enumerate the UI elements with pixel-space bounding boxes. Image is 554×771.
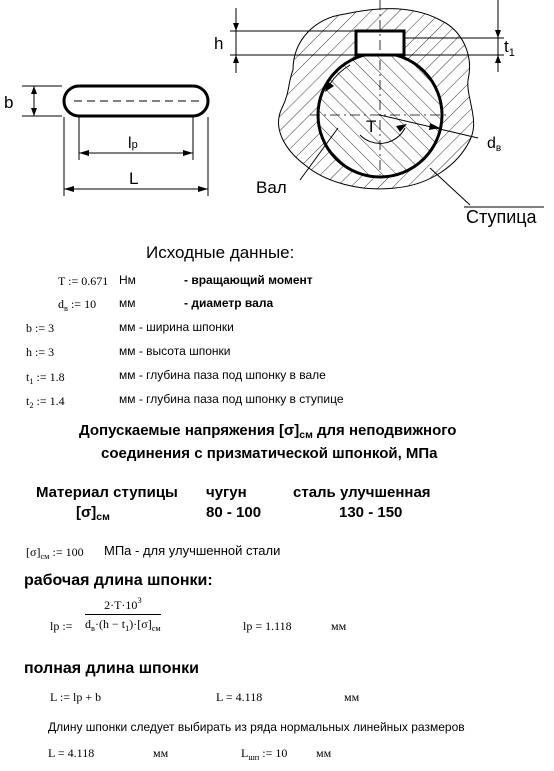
unit-t1: мм - глубина паза под шпонку в вале [119, 368, 326, 382]
label-dv: dв [487, 135, 502, 154]
label-b: b [4, 93, 14, 112]
L-unit: мм [344, 690, 360, 704]
col-material: Материал ступицы [36, 484, 178, 501]
var-b: b := 3 [26, 321, 55, 335]
desc-T: - вращающий момент [184, 273, 313, 287]
unit-h: мм - высота шпонки [119, 344, 231, 358]
L-result: L = 4.118 [216, 690, 263, 704]
label-T: T [366, 117, 377, 136]
sigma-note: МПа - для улучшенной стали [104, 543, 281, 558]
label-lp: lp [128, 135, 138, 152]
lp-result: lp = 1.118 [243, 619, 292, 633]
unit-T: Нм [119, 273, 136, 287]
unit-dv: мм [119, 296, 136, 310]
unit-t2: мм - глубина паза под шпонку в ступице [119, 392, 344, 406]
desc-dv: - диаметр вала [184, 296, 274, 310]
lp-unit: мм [331, 619, 347, 633]
label-h: h [214, 34, 224, 53]
key-joint-diagram [0, 0, 554, 235]
var-h: h := 3 [26, 345, 55, 359]
Lshp-unit: мм [316, 746, 332, 760]
var-t2: $t_2$ := 1.4 [26, 394, 65, 410]
Lshp: $L_{шп}$ := 10 [241, 746, 288, 762]
input-heading: Исходные данные: [146, 243, 295, 262]
cross-section-view [214, 0, 544, 227]
label-shaft: Вал [256, 178, 287, 197]
label-L: L [129, 169, 139, 188]
final-L: L = 4.118 [48, 746, 95, 760]
L-formula: L := lp + b [50, 690, 102, 704]
full-length-note: Длину шпонки следует выбирать из ряда нормальных линейных размеров [48, 720, 465, 734]
col-steel: сталь улучшенная [293, 484, 431, 501]
lp-numerator: $2\cdot T\cdot 10^3$ [85, 598, 161, 615]
final-L-unit: мм [153, 746, 169, 760]
steel-value: 130 - 150 [339, 504, 403, 521]
key-outline [64, 86, 208, 116]
working-length-heading: рабочая длина шпонки: [24, 572, 213, 589]
lp-lhs: lp := [50, 619, 73, 633]
lp-denominator: $d_в\cdot(h - t_1)\cdot[\sigma]_{см}$ [85, 617, 161, 633]
key-top-view [4, 86, 208, 196]
var-t1: $t_1$ := 1.8 [26, 370, 65, 386]
unit-b: мм - ширина шпонки [119, 320, 234, 334]
col-cast-iron: чугун [206, 484, 247, 501]
var-T: T := 0.671 [58, 274, 109, 288]
sigma-assign: $[\sigma]_{см}$ := 100 [26, 545, 84, 561]
allowable-title-1: Допускаемые напряжения $[\sigma]_{см}$ для неподвижного [79, 422, 457, 441]
allowable-title-2: соединения с призматической шпонкой, МПа [101, 445, 438, 462]
cast-iron-value: 80 - 100 [206, 504, 262, 521]
label-t1: $t_1$ [504, 37, 515, 59]
var-dv: $d_в$ := 10 [58, 297, 97, 313]
label-hub: Ступица [466, 207, 537, 227]
row-label: $[\sigma]_{см}$ [76, 504, 110, 523]
lp-fraction [85, 598, 161, 632]
full-length-heading: полная длина шпонки [24, 660, 199, 677]
